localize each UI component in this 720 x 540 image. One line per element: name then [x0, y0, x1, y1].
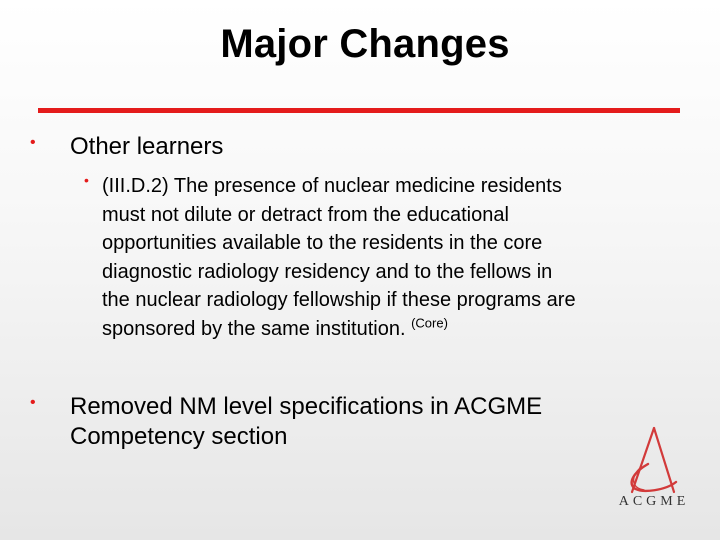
acgme-logo-text: ACGME [618, 494, 690, 509]
slide-title: Major Changes [220, 22, 510, 66]
bullet-dot-icon: • [84, 172, 89, 188]
title-divider [38, 108, 680, 113]
subbullet-line: opportunities available to the residents in the core [102, 232, 543, 254]
subbullet-line: (III.D.2) The presence of nuclear medicine residents [102, 175, 562, 197]
bullet-text [70, 392, 542, 452]
bullet-removed-nm-level [30, 392, 543, 452]
bullet-text: Other learners [70, 133, 224, 160]
core-note: (Core) [411, 314, 448, 330]
bullet-dot-icon: • [30, 134, 36, 151]
bullet-line: Competency section [70, 423, 288, 450]
subbullet-line: sponsored by the same institution. [102, 317, 406, 340]
bullet-other-learners [30, 132, 224, 162]
subbullet-nuclear-medicine [84, 172, 696, 343]
subbullet-line: diagnostic radiology residency and to the fellows in [102, 260, 553, 283]
subbullet-line: the nuclear radiology fellowship if these programs are [102, 289, 576, 311]
bullet-dot-icon: • [30, 394, 36, 411]
subbullet-text [102, 172, 696, 343]
subbullet-line: must not dilute or detract from the educational [102, 203, 509, 226]
bullet-line: Removed NM level specifications in ACGME [70, 393, 543, 420]
